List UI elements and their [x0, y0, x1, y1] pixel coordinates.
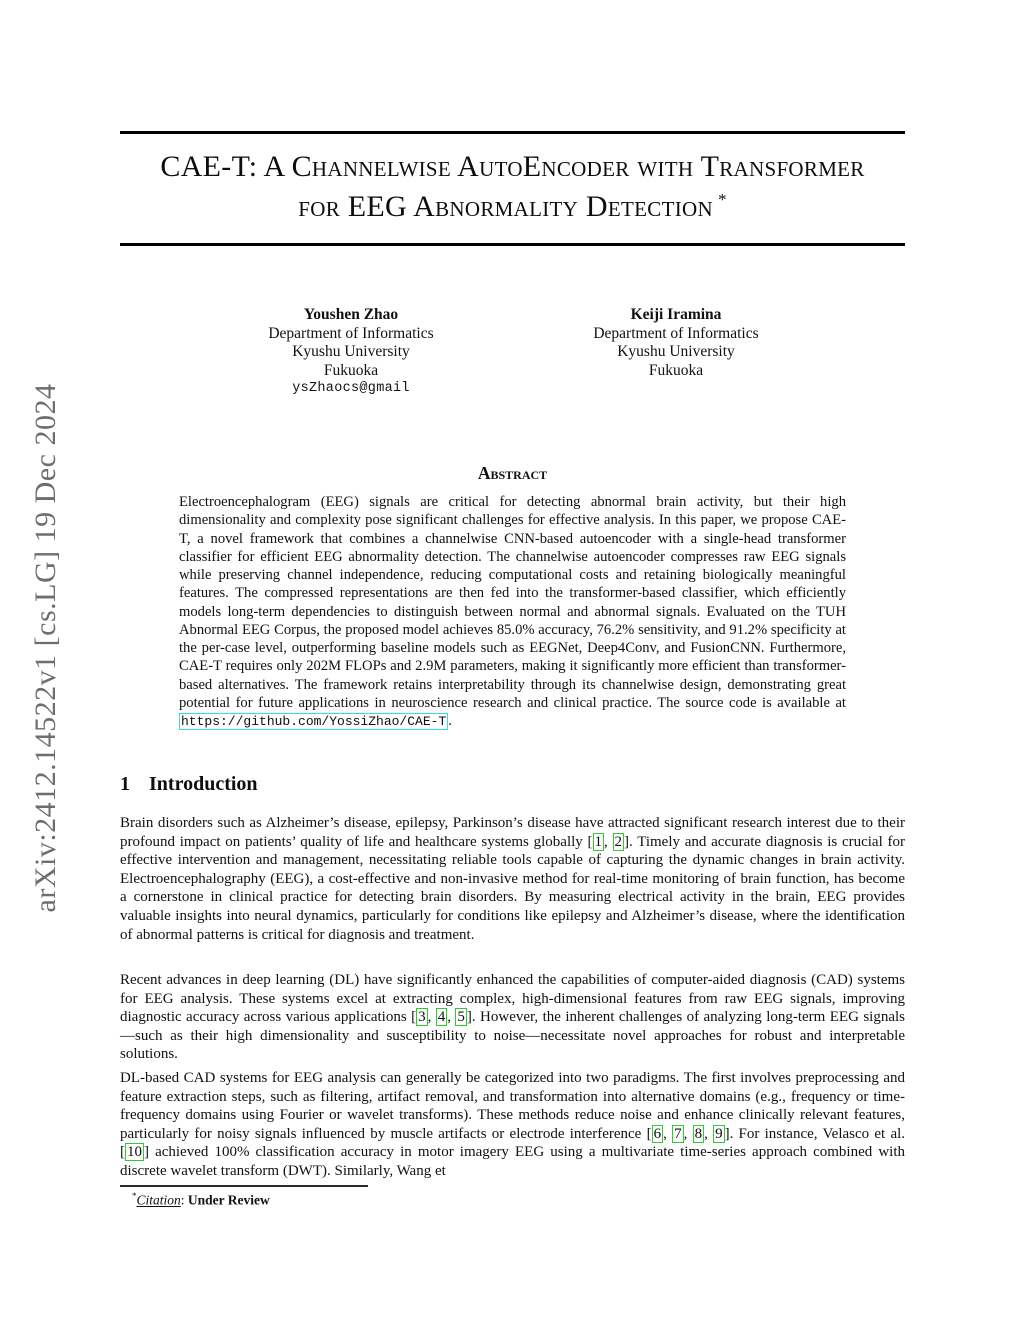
author-university: Kyushu University [617, 343, 735, 361]
paragraph-text: ]. However, the inherent challenges of analyzing long-term EEG signals—such as their high dimensionality and susceptibility to noise—necessitate novel approaches for robust and interpretable solutions. [120, 1009, 905, 1063]
author-block-1 [221, 306, 481, 399]
author-name: Youshen Zhao [303, 306, 399, 323]
paper-title [100, 150, 925, 223]
citation-link[interactable]: 9 [715, 1125, 723, 1142]
author-email: ysZhaocs@gmail [292, 381, 410, 397]
author-university: Kyushu University [292, 343, 410, 361]
paragraph-text: , [427, 1009, 436, 1026]
author-name: Keiji Iramina [630, 306, 722, 323]
citation-link[interactable]: 4 [437, 1009, 446, 1026]
abstract-body [179, 493, 846, 731]
footnote-separator: : [180, 1192, 188, 1208]
intro-paragraph-1 [120, 814, 905, 944]
intro-paragraph-2 [120, 971, 905, 1064]
paragraph-text: Brain disorders such as Alzheimer’s disease, epilepsy, Parkinson’s disease have attracted significant research interest due to their profound impact on patients’ quality of life and healthcare systems globally [ [120, 815, 905, 850]
paper-title-line1: CAE-T: A Channelwise AutoEncoder with Transformer [160, 150, 865, 183]
source-code-link[interactable]: https://github.com/YossiZhao/CAE-T [181, 714, 447, 729]
author-city: Fukuoka [648, 361, 704, 379]
abstract-text-suffix: . [448, 713, 452, 729]
author-department: Department of Informatics [268, 324, 434, 342]
paragraph-text: Recent advances in deep learning (DL) have significantly enhanced the capabilities of computer-aided diagnosis (CAD) systems for EEG analysis. These systems excel at extracting complex, high-dimensional features from raw EEG signals, improving diagnostic accuracy across various applications [ [120, 972, 905, 1026]
title-rule-top [120, 131, 905, 134]
footnote [132, 1191, 270, 1209]
intro-paragraph-3 [120, 1069, 905, 1181]
paragraph-text: , [683, 1125, 693, 1142]
paragraph-text: DL-based CAD systems for EEG analysis can generally be categorized into two paradigms. The first involves preprocessing and feature extraction steps, such as filtering, artifact removal, and transformation into alternative domains (e.g., frequency or time-frequency domains using Fourier or wavelet transforms). These methods reduce noise and enhance clinically relevant features, particularly for noisy signals influenced by muscle artifacts or electrode interference [ [120, 1070, 905, 1142]
citation-link[interactable]: 6 [653, 1125, 662, 1142]
section-title: Introduction [149, 773, 258, 795]
author-block-2 [546, 306, 806, 380]
author-department: Department of Informatics [593, 324, 759, 342]
paragraph-text: , [604, 833, 613, 850]
title-rule-bottom [120, 243, 905, 246]
citation-link[interactable]: 2 [614, 833, 622, 850]
footnote-rule [120, 1185, 368, 1187]
abstract-heading: Abstract [477, 463, 548, 483]
title-footnote-marker: * [717, 190, 727, 209]
footnote-label: Citation [136, 1192, 181, 1208]
citation-link[interactable]: 10 [127, 1144, 142, 1161]
author-city: Fukuoka [323, 361, 379, 379]
citation-link[interactable]: 8 [694, 1125, 703, 1142]
abstract-text: Electroencephalogram (EEG) signals are critical for detecting abnormal brain activity, but their high dimensionality and complexity pose significant challenges for effective analysis. In this paper, we propose CAE-T, a novel framework that combines a channelwise CNN-based autoencoder with a single-head transformer classifier for efficient EEG abnormality detection. The channelwise autoencoder compresses raw EEG signals while preserving channel independence, reducing computational costs and retaining biologically meaningful features. The compressed representations are then fed into the transformer-based classifier, which efficiently models long-term dependencies to distinguish between normal and abnormal signals. Evaluated on the TUH Abnormal EEG Corpus, the proposed model achieves 85.0% accuracy, 76.2% sensitivity, and 91.2% specificity at the per-case level, outperforming baseline models such as EEGNet, Deep4Conv, and FusionCNN. Furthermore, CAE-T requires only 202M FLOPs and 2.9M parameters, making it significantly more efficient than transformer-based alternatives. The framework retains interpretability through its channelwise design, demonstrating great potential for future applications in neuroscience research and clinical practice. The source code is available at [179, 494, 846, 711]
citation-link[interactable]: 5 [457, 1009, 465, 1026]
paragraph-text: ] achieved 100% classification accuracy in motor imagery EEG using a multivariate time-series approach combined with discrete wavelet transform (DWT). Similarly, Wang et [120, 1144, 905, 1179]
paragraph-text: , [704, 1125, 714, 1142]
paragraph-text: ]. For instance, Velasco et al. [ [120, 1125, 906, 1161]
paragraph-text: ]. Timely and accurate diagnosis is crucial for effective intervention and management, necessitating reliable tools capable of capturing the dynamic changes in brain activity. Electroencephalography (EEG), a cost-effective and non-invasive method for real-time monitoring of brain function, has become a cornerstone in clinical practice for detecting brain disorders. By measuring electrical activity in the brain, EEG provides valuable insights into neural dynamics, particularly for conditions like epilepsy and Alzheimer’s disease, where the identification of abnormal patterns is critical for diagnosis and treatment. [120, 833, 905, 943]
section-number: 1 [120, 773, 130, 795]
citation-link[interactable]: 3 [418, 1009, 426, 1026]
paragraph-text: , [663, 1125, 673, 1142]
footnote-value: Under Review [187, 1192, 270, 1208]
citation-link[interactable]: 7 [674, 1125, 682, 1142]
section-heading-introduction [120, 773, 258, 796]
arxiv-watermark: arXiv:2412.14522v1 [cs.LG] 19 Dec 2024 [29, 383, 62, 913]
paper-title-line2: for EEG Abnormality Detection [298, 190, 713, 223]
paragraph-text: , [447, 1009, 456, 1026]
citation-link[interactable]: 1 [594, 833, 603, 850]
footnote-marker: * [132, 1191, 137, 1201]
